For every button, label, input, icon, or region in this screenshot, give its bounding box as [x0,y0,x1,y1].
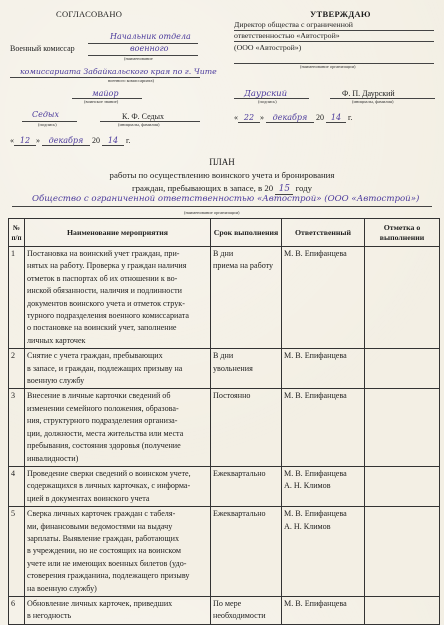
dept-line1: Начальник отдела [110,32,191,41]
right-line3: (ООО «Автострой») [234,43,302,52]
row-num [9,507,25,597]
table-row [9,389,440,466]
left-date: « 12 » декабря 20 14 г. [10,136,131,145]
right-name: Ф. П. Даурский [342,89,395,98]
row-responsible-line: М. В. Епифанцева [284,391,347,401]
row-num-line: 1 [11,249,16,258]
right-date-suffix: г. [348,113,353,122]
row-activity [25,389,211,466]
row-deadline [211,596,282,624]
row-num-line: 5 [11,509,16,519]
row-activity [25,596,211,624]
row-responsible-line: М. В. Епифанцева [284,509,347,519]
row-activity-line: на военную службу) [27,583,97,593]
row-deadline-line: необходимости [213,611,266,621]
plan-subtitle-line1: работы по осуществлению воинского учета и бронирования [109,170,335,180]
row-responsible [282,466,365,506]
right-date-day: 22 [238,113,260,123]
row-mark [365,349,440,389]
row-deadline [211,389,282,466]
row-activity [25,466,211,506]
sub-rank: (воинское звание) [84,99,119,104]
row-activity-line: в учреждении, но не состоящих на воинском [27,546,181,556]
row-activity-line: зарплаты. Выявление граждан, работающих [27,533,180,543]
table-row [9,466,440,506]
right-date-prefix: 20 [316,113,324,122]
dept-line3: комиссариата Забайкальского края по г. Чите [20,67,217,76]
sub-commissariat: военного комиссариата) [108,78,155,83]
col-responsible: Ответственный [282,219,365,247]
sub-name: (инициалы, фамилия) [118,122,160,127]
row-activity-line: личных карточек [27,335,86,345]
row-activity-line: документов воинского учета и отметок струк- [27,298,185,308]
row-deadline [211,466,282,506]
col-num: № п/п [9,219,25,247]
row-mark [365,389,440,466]
row-activity-line: Проведение сверки сведений о воинском учете, [27,468,191,478]
row-activity-line: ции, должности, места жительства или места [27,428,184,438]
table-row [9,349,440,389]
right-line2: ответственностью «Автострой» [234,31,340,40]
row-num [9,596,25,624]
row-deadline [211,507,282,597]
row-responsible-line: М. В. Епифанцева [284,468,347,478]
row-responsible [282,247,365,349]
row-activity-line: Снятие с учета граждан, пребывающих [27,351,163,361]
row-num [9,349,25,389]
sub-dept: (наименование [124,56,153,61]
row-num-line: 3 [11,391,16,401]
line2-suffix: году [295,183,312,193]
row-activity [25,349,211,389]
rule [12,206,432,207]
right-date: « 22 » декабря 20 14 г. [234,113,353,122]
row-mark [365,247,440,349]
org-name: Общество с ограниченной ответственностью «Автострой» (ООО «Автострой») [32,194,420,204]
plan-title: ПЛАН [209,157,235,167]
left-heading: СОГЛАСОВАНО [56,9,123,19]
plan-table [8,218,440,625]
right-heading: УТВЕРЖДАЮ [310,9,371,19]
left-date-suffix: г. [126,136,131,145]
org-caption: (наименование организации) [184,210,240,215]
row-num [9,466,25,506]
row-responsible-line: А. Н. Климов [284,521,331,531]
row-activity-line: Обновление личных карточек, приведших [27,598,173,608]
col-mark: Отметка о выполнении [365,219,440,247]
row-activity-line: нятых на работу. Проверка у граждан наличия [27,261,187,271]
right-line1: Директор общества с ограниченной [234,20,353,29]
row-activity-line: военную службу [27,376,85,386]
row-responsible-line: М. В. Епифанцева [284,351,347,361]
rule [10,77,200,78]
row-deadline-line: увольнения [213,363,253,373]
row-deadline-line: В дни [213,351,234,361]
plan-year: 15 [275,184,293,195]
row-mark [365,466,440,506]
row-activity-line: содержащихся в личных карточках, с информа- [27,481,191,491]
row-responsible-line: М. В. Епифанцева [284,249,347,258]
row-activity [25,507,211,597]
sub-sign: (подпись) [38,122,57,127]
row-activity-line: учете или не имеющих военных билетов (удо- [27,558,187,568]
row-activity-line: инской обязанности, наличия и подлинности [27,286,182,296]
row-responsible [282,507,365,597]
row-num-line: 2 [11,351,16,361]
row-activity-line: ми, финансовыми ведомостями на выдачу [27,521,173,531]
right-date-month: декабря [266,113,314,123]
row-responsible-line: М. В. Епифанцева [284,598,347,608]
row-activity [25,247,211,349]
row-deadline [211,247,282,349]
left-date-prefix: 20 [92,136,100,145]
row-activity-line: стоверения гражданина, подлежащего призыву [27,571,190,581]
row-num-line: 6 [11,598,16,608]
row-activity-line: Постановка на воинский учет граждан, при- [27,249,180,258]
row-activity-line: пребывания, состояния здоровья (получение [27,441,181,451]
row-activity-line: в негодность [27,611,72,621]
left-signature: Седых [32,110,59,119]
table-row [9,596,440,624]
table-row [9,247,440,349]
row-responsible [282,349,365,389]
right-sub-sign: (подпись) [258,99,277,104]
row-num [9,247,25,349]
dept-line2: военного [130,44,169,53]
row-deadline-line: По мере [213,598,242,608]
row-deadline-line: Ежеквартально [213,468,266,478]
row-activity-line: Внесение в личные карточки сведений об [27,391,171,401]
row-activity-line: ния, структурного подразделения организа- [27,416,178,426]
row-deadline-line: Ежеквартально [213,509,266,519]
row-responsible-line: А. Н. Климов [284,481,331,491]
table-header-row [9,219,440,247]
left-date-month: декабря [42,136,90,146]
sub-org: (наименование организации) [300,64,356,69]
left-date-day: 12 [14,136,36,146]
row-activity-line: отметок в паспортах об их отношении к во- [27,273,178,283]
row-deadline [211,349,282,389]
left-name: К. Ф. Седых [122,112,164,121]
row-activity-line: в запасе, и граждан, подлежащих призыву на [27,363,183,373]
right-date-year: 14 [326,113,346,123]
row-activity-line: цией в документах воинского учета [27,493,150,503]
line2-prefix: граждан, пребывающих в запасе, в 20 [132,183,274,193]
rank: майор [92,89,119,98]
commissar-label: Военный комиссар [10,44,75,53]
row-deadline-line: В дни [213,249,234,258]
row-mark [365,596,440,624]
col-activity: Наименование мероприятия [25,219,211,247]
col-deadline: Срок выполнения [211,219,282,247]
row-responsible [282,389,365,466]
row-deadline-line: Постоянно [213,391,251,401]
row-mark [365,507,440,597]
rule [234,41,434,42]
row-num [9,389,25,466]
right-sub-name: (инициалы, фамилия) [352,99,394,104]
row-responsible [282,596,365,624]
row-deadline-line: приема на работу [213,261,274,271]
row-activity-line: изменении семейного положения, образова- [27,403,179,413]
row-activity-line: инвалидности) [27,453,79,463]
right-signature: Даурский [244,89,288,99]
row-activity-line: турного подразделения военного комиссариата [27,311,189,321]
row-num-line: 4 [11,468,16,478]
row-activity-line: Сверка личных карточек граждан с табеля- [27,509,176,519]
row-activity-line: о постановке на воинский учет, заполнение [27,323,177,333]
table-row [9,507,440,597]
left-date-year: 14 [102,136,124,146]
